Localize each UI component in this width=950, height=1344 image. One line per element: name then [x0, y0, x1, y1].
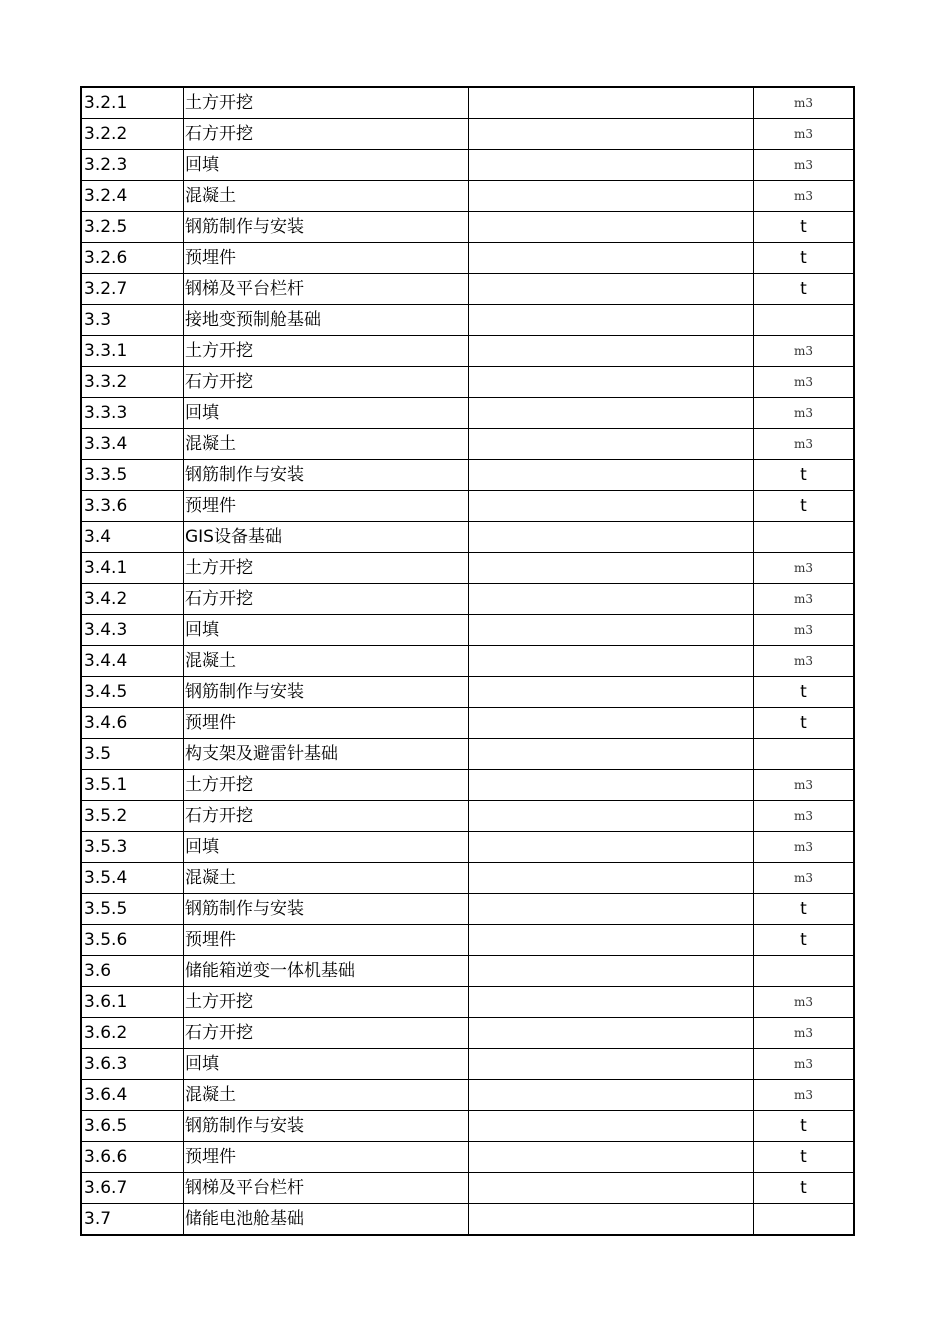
item-name-cell: 储能电池舱基础	[184, 1204, 469, 1236]
item-name-cell: 储能箱逆变一体机基础	[184, 956, 469, 987]
unit-cell: m3	[754, 87, 855, 119]
item-code-cell: 3.4.6	[81, 708, 184, 739]
item-name-cell: 石方开挖	[184, 367, 469, 398]
empty-cell	[469, 119, 754, 150]
item-name-cell: 混凝土	[184, 181, 469, 212]
table-row	[81, 894, 854, 925]
unit-cell: m3	[754, 1018, 855, 1049]
empty-cell	[469, 615, 754, 646]
empty-cell	[469, 305, 754, 336]
table-row	[81, 491, 854, 522]
table-row	[81, 522, 854, 553]
item-code-cell: 3.6.3	[81, 1049, 184, 1080]
table-body	[81, 87, 854, 1235]
empty-cell	[469, 87, 754, 119]
unit-cell: m3	[754, 646, 855, 677]
unit-cell: m3	[754, 987, 855, 1018]
item-code-cell: 3.3.5	[81, 460, 184, 491]
item-code-cell: 3.3.4	[81, 429, 184, 460]
table-row	[81, 274, 854, 305]
table-row	[81, 367, 854, 398]
item-code-cell: 3.6.1	[81, 987, 184, 1018]
unit-cell: m3	[754, 429, 855, 460]
empty-cell	[469, 367, 754, 398]
table-row	[81, 1142, 854, 1173]
table-row	[81, 150, 854, 181]
unit-cell: m3	[754, 770, 855, 801]
empty-cell	[469, 460, 754, 491]
item-name-cell: 石方开挖	[184, 801, 469, 832]
item-code-cell: 3.2.5	[81, 212, 184, 243]
table-row	[81, 708, 854, 739]
item-code-cell: 3.7	[81, 1204, 184, 1236]
item-name-cell: 混凝土	[184, 429, 469, 460]
item-code-cell: 3.5.3	[81, 832, 184, 863]
item-code-cell: 3.2.6	[81, 243, 184, 274]
unit-cell	[754, 1204, 855, 1236]
unit-cell: m3	[754, 832, 855, 863]
item-name-cell: 石方开挖	[184, 1018, 469, 1049]
item-name-cell: 回填	[184, 150, 469, 181]
empty-cell	[469, 646, 754, 677]
empty-cell	[469, 243, 754, 274]
empty-cell	[469, 1142, 754, 1173]
item-code-cell: 3.6.4	[81, 1080, 184, 1111]
item-code-cell: 3.4.5	[81, 677, 184, 708]
table-row	[81, 801, 854, 832]
table-row	[81, 553, 854, 584]
table-row	[81, 770, 854, 801]
item-code-cell: 3.4	[81, 522, 184, 553]
unit-cell: m3	[754, 150, 855, 181]
unit-cell: t	[754, 491, 855, 522]
item-name-cell: 石方开挖	[184, 119, 469, 150]
item-code-cell: 3.5.2	[81, 801, 184, 832]
item-code-cell: 3.5.6	[81, 925, 184, 956]
table-row	[81, 1111, 854, 1142]
item-name-cell: 钢梯及平台栏杆	[184, 274, 469, 305]
empty-cell	[469, 677, 754, 708]
empty-cell	[469, 739, 754, 770]
quantity-table	[80, 86, 855, 1236]
item-name-cell: 预埋件	[184, 708, 469, 739]
item-name-cell: 预埋件	[184, 1142, 469, 1173]
table-row	[81, 987, 854, 1018]
empty-cell	[469, 956, 754, 987]
item-code-cell: 3.6.7	[81, 1173, 184, 1204]
unit-cell	[754, 739, 855, 770]
empty-cell	[469, 801, 754, 832]
unit-cell	[754, 522, 855, 553]
item-name-cell: 接地变预制舱基础	[184, 305, 469, 336]
empty-cell	[469, 150, 754, 181]
unit-cell: m3	[754, 584, 855, 615]
unit-cell: t	[754, 708, 855, 739]
table-row	[81, 646, 854, 677]
unit-cell: m3	[754, 336, 855, 367]
item-code-cell: 3.6.5	[81, 1111, 184, 1142]
empty-cell	[469, 429, 754, 460]
item-code-cell: 3.3.3	[81, 398, 184, 429]
empty-cell	[469, 1204, 754, 1236]
item-name-cell: 回填	[184, 832, 469, 863]
table-row	[81, 243, 854, 274]
unit-cell: t	[754, 460, 855, 491]
item-code-cell: 3.2.1	[81, 87, 184, 119]
empty-cell	[469, 398, 754, 429]
table-row	[81, 336, 854, 367]
item-name-cell: 预埋件	[184, 925, 469, 956]
empty-cell	[469, 1111, 754, 1142]
empty-cell	[469, 1049, 754, 1080]
empty-cell	[469, 274, 754, 305]
unit-cell	[754, 956, 855, 987]
item-code-cell: 3.4.3	[81, 615, 184, 646]
empty-cell	[469, 987, 754, 1018]
item-code-cell: 3.2.4	[81, 181, 184, 212]
item-name-cell: 回填	[184, 615, 469, 646]
unit-cell: m3	[754, 398, 855, 429]
table-row	[81, 832, 854, 863]
empty-cell	[469, 1018, 754, 1049]
unit-cell	[754, 305, 855, 336]
table-row	[81, 181, 854, 212]
item-name-cell: 钢筋制作与安装	[184, 894, 469, 925]
item-code-cell: 3.3.2	[81, 367, 184, 398]
item-name-cell: 土方开挖	[184, 770, 469, 801]
empty-cell	[469, 553, 754, 584]
item-name-cell: 石方开挖	[184, 584, 469, 615]
item-code-cell: 3.3.6	[81, 491, 184, 522]
item-name-cell: 混凝土	[184, 646, 469, 677]
table-row	[81, 305, 854, 336]
item-name-cell: 钢筋制作与安装	[184, 1111, 469, 1142]
item-code-cell: 3.6.2	[81, 1018, 184, 1049]
unit-cell: m3	[754, 553, 855, 584]
table-row	[81, 119, 854, 150]
table-row	[81, 677, 854, 708]
unit-cell: t	[754, 1173, 855, 1204]
table-row	[81, 925, 854, 956]
item-code-cell: 3.6.6	[81, 1142, 184, 1173]
unit-cell: t	[754, 925, 855, 956]
empty-cell	[469, 584, 754, 615]
unit-cell: m3	[754, 367, 855, 398]
unit-cell: m3	[754, 181, 855, 212]
item-code-cell: 3.6	[81, 956, 184, 987]
item-code-cell: 3.2.3	[81, 150, 184, 181]
unit-cell: t	[754, 894, 855, 925]
item-code-cell: 3.5.1	[81, 770, 184, 801]
empty-cell	[469, 212, 754, 243]
item-name-cell: 混凝土	[184, 863, 469, 894]
unit-cell: m3	[754, 1080, 855, 1111]
table-row	[81, 398, 854, 429]
table-row	[81, 1018, 854, 1049]
table-row	[81, 212, 854, 243]
empty-cell	[469, 1173, 754, 1204]
empty-cell	[469, 863, 754, 894]
empty-cell	[469, 181, 754, 212]
table-row	[81, 1080, 854, 1111]
item-name-cell: 土方开挖	[184, 336, 469, 367]
item-code-cell: 3.4.2	[81, 584, 184, 615]
table-row	[81, 615, 854, 646]
unit-cell: m3	[754, 801, 855, 832]
empty-cell	[469, 522, 754, 553]
table-row	[81, 1173, 854, 1204]
item-code-cell: 3.4.1	[81, 553, 184, 584]
table-row	[81, 429, 854, 460]
table-row	[81, 87, 854, 119]
unit-cell: t	[754, 677, 855, 708]
empty-cell	[469, 491, 754, 522]
item-name-cell: 回填	[184, 398, 469, 429]
item-name-cell: 钢筋制作与安装	[184, 677, 469, 708]
item-code-cell: 3.3.1	[81, 336, 184, 367]
unit-cell: m3	[754, 863, 855, 894]
item-code-cell: 3.5.5	[81, 894, 184, 925]
item-name-cell: 钢筋制作与安装	[184, 460, 469, 491]
item-name-cell: 钢梯及平台栏杆	[184, 1173, 469, 1204]
item-code-cell: 3.2.2	[81, 119, 184, 150]
item-name-cell: 土方开挖	[184, 987, 469, 1018]
empty-cell	[469, 770, 754, 801]
unit-cell: m3	[754, 1049, 855, 1080]
item-code-cell: 3.5.4	[81, 863, 184, 894]
table-row	[81, 460, 854, 491]
unit-cell: t	[754, 212, 855, 243]
table-row	[81, 863, 854, 894]
item-name-cell: GIS设备基础	[184, 522, 469, 553]
unit-cell: m3	[754, 615, 855, 646]
unit-cell: m3	[754, 119, 855, 150]
unit-cell: t	[754, 1111, 855, 1142]
unit-cell: t	[754, 274, 855, 305]
table-row	[81, 1204, 854, 1236]
table-row	[81, 584, 854, 615]
empty-cell	[469, 832, 754, 863]
item-code-cell: 3.5	[81, 739, 184, 770]
item-name-cell: 钢筋制作与安装	[184, 212, 469, 243]
item-name-cell: 土方开挖	[184, 87, 469, 119]
item-name-cell: 土方开挖	[184, 553, 469, 584]
unit-cell: t	[754, 243, 855, 274]
item-name-cell: 混凝土	[184, 1080, 469, 1111]
item-name-cell: 回填	[184, 1049, 469, 1080]
table-row	[81, 1049, 854, 1080]
empty-cell	[469, 894, 754, 925]
item-code-cell: 3.4.4	[81, 646, 184, 677]
item-name-cell: 预埋件	[184, 243, 469, 274]
item-name-cell: 构支架及避雷针基础	[184, 739, 469, 770]
empty-cell	[469, 708, 754, 739]
table-row	[81, 739, 854, 770]
item-code-cell: 3.2.7	[81, 274, 184, 305]
empty-cell	[469, 1080, 754, 1111]
item-code-cell: 3.3	[81, 305, 184, 336]
empty-cell	[469, 336, 754, 367]
item-name-cell: 预埋件	[184, 491, 469, 522]
empty-cell	[469, 925, 754, 956]
unit-cell: t	[754, 1142, 855, 1173]
table-row	[81, 956, 854, 987]
